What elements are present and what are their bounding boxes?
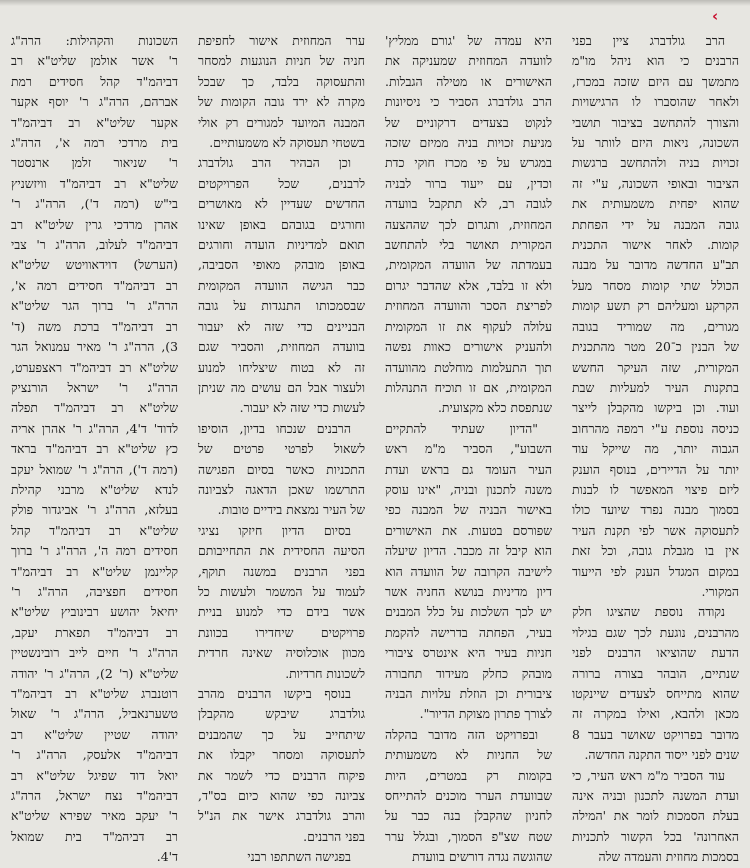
text-line: החדשים שעדיין לא מאושרים xyxy=(198,196,365,212)
top-edge-shadow xyxy=(0,0,750,6)
article-paragraph xyxy=(198,847,365,867)
text-line: של העיר נמצאת בידיים טובות. xyxy=(217,502,365,518)
text-line: של החניות לא משמעותית xyxy=(385,747,552,763)
text-line: לגובה רב, לא תתקבל בוועדה xyxy=(385,196,552,212)
text-line: בפני הרבנים במשנה תוקף, xyxy=(198,563,365,579)
text-line: לפריצת הסכר והוועדה המחוזית xyxy=(385,298,552,314)
text-line: בסמוך מבנה נפרד שיועד כולו xyxy=(572,502,739,518)
back-arrow-icon[interactable]: ‹ xyxy=(712,7,719,25)
text-line: עלולה לעקוף את זו המקומית xyxy=(385,318,552,334)
text-line: במגרש על פי מכרז חוקי כדת xyxy=(385,155,552,171)
text-line: בנוסף ביקשו הרבנים מהרב xyxy=(198,686,351,701)
text-line: פרויקטים שיחדירו בכוונת xyxy=(198,624,365,640)
text-line: דביהמ"ד לעלוב, הרה"ג ר' צבי xyxy=(11,237,178,253)
text-line: ולהעניק אישורים כאוות נפשה xyxy=(385,339,552,355)
text-line: קומות. לאחר אישור התכנית xyxy=(572,237,739,253)
text-line: בתקנות העיר למעליות שבת xyxy=(572,379,739,395)
article-paragraph xyxy=(198,521,365,684)
text-line: וכדין, עם ייעוד ברור לבניה xyxy=(385,175,552,191)
text-line: רב דביהמ"ד תפארת יעקב, xyxy=(11,624,178,640)
text-line: האחרונה' בכל הקשור לתכניות xyxy=(572,828,739,844)
text-line: יחיאל יהושע רבינוביץ שליט"א xyxy=(11,604,178,620)
text-line: הרב גולדברג ציין בפני xyxy=(572,33,725,48)
text-line: התכניות כאשר בסיום הפגישה xyxy=(198,461,365,477)
text-line: רב דביהמ"ד חסידים רמה א', xyxy=(11,277,178,293)
text-line: ערר המחוזית אישור לחפיפת xyxy=(198,33,365,48)
text-line: כניסה נוספת ע"י רמפה מהרחוב xyxy=(572,420,739,436)
text-line: ר' אשר אולמן שליט"א רב xyxy=(11,53,178,69)
text-line: שיתחייב על כך שהמבנים xyxy=(198,726,365,742)
text-line: בסמכות מחוזית והעמדה שלה xyxy=(598,849,739,865)
text-line: אברהם, הרה"ג ר' יוסף אקער xyxy=(11,94,178,110)
text-line: לוועדה המחוזית שמעניקה את xyxy=(385,53,552,69)
text-line: האישורים או מטילה הגבלות. xyxy=(385,73,552,89)
text-line: (הערשל) דוידאוויטש שליט"א xyxy=(11,257,178,273)
article-paragraph xyxy=(385,725,552,868)
text-line: לישיבה הקרובה של הוועדה הוא xyxy=(385,563,552,579)
text-line: נקודה נוספת שהציגו חלק xyxy=(572,604,725,620)
text-line: ד'4. xyxy=(156,849,178,865)
article-paragraph xyxy=(572,766,739,868)
text-line: מניעת זכויות בניה ממיזם שזכה xyxy=(385,135,552,151)
text-line: בסיום הדיון חיזקו נציגי xyxy=(198,522,351,538)
article-paragraph xyxy=(198,684,365,847)
text-line: מגורים, מה שמוריד בגובה xyxy=(572,318,739,334)
text-line: הכולל שתי קומות מסחר מעל xyxy=(572,277,739,293)
text-line: פיקוח הרבנים כדי לשמר את xyxy=(198,767,365,783)
text-line: השכונות והקהילות: הרה"ג xyxy=(11,33,178,48)
text-line: גולדברג שיבקש מהקבלן xyxy=(198,706,365,722)
text-line: זכויות בניה ולהתחשב ברגשות xyxy=(572,155,739,171)
text-line: שנים לפני ייסוד התקנה החדשה. xyxy=(584,747,739,763)
text-line: לצורך פתרון מצוקת הדיור". xyxy=(419,706,552,722)
text-line: מתמשך עם היזם שזכה במכרז, xyxy=(572,73,739,89)
text-line: (רמה ד'), הרה"ג ר' שמואל יעקב xyxy=(11,461,178,477)
text-line: בפני הרבנים. xyxy=(303,828,365,844)
text-line: יש לכך השלכות על כלל המבנים xyxy=(385,604,552,620)
text-line: מדובר בפרויקט שאושר בעבר 8 xyxy=(572,726,739,742)
text-line: שבסמכותו התנגדות על גובה xyxy=(198,298,365,314)
text-line: הגבוה יותר, מה שייקל עוד xyxy=(572,441,739,457)
text-line: שבוועדת הערר מוכנים להתייחס xyxy=(385,788,552,804)
article-paragraph xyxy=(198,153,365,418)
text-line: המקורי. xyxy=(701,583,739,599)
text-line: בית מרדכי רמה א', הרה"ג xyxy=(11,135,178,151)
text-line: יהודה שטיין שליט"א רב xyxy=(11,726,178,742)
text-line: ר' יעקב מאיר שפירא שליט"א xyxy=(11,808,178,824)
text-line: והרב גולדברג אישר את הנ"ל xyxy=(198,808,365,824)
text-line: הרה"ג ר' ברוך הגר שליט"א xyxy=(11,298,178,314)
text-line: ועוד. וכן ביקשו מהקבלן לייצר xyxy=(572,400,739,416)
text-line: דביהמ"ד קהל חסידים רמת xyxy=(11,73,178,89)
text-line: הרה"ג ר' ישראל הורנציק xyxy=(11,379,178,395)
text-line: המבנה המיועד למגורים רק אולי xyxy=(198,114,365,130)
text-line: שליט"א (ר' 2), הרה"ג ר' יהודה xyxy=(11,665,179,681)
text-line: בפגישה השתתפו רבני xyxy=(247,849,351,865)
text-line: יותר על הדיירים, בנוסף הוענק xyxy=(572,461,739,477)
text-line: שליט"א רב דביהמ"ד וויזשניץ xyxy=(11,175,178,191)
text-line: בעמדתה של הוועדה המקומית, xyxy=(385,257,552,273)
text-line: לדוד' ד'4, הרה"ג ר' אהרן אריה xyxy=(11,420,178,436)
text-line: שנתיים, הובהר בצורה ברורה xyxy=(572,665,739,681)
text-line: בקומות רק במטרים, היות xyxy=(385,767,552,783)
text-line: שטח שצ"פ הסמוך, ובגלל ערר xyxy=(385,828,552,844)
text-line: הקרקע ומעליהם רק תשע קומות xyxy=(572,298,739,314)
text-line: הציבור ובאופי השכונה, ע"י זה xyxy=(572,175,739,191)
text-line: חניה של חניות הנוגעות למסחר xyxy=(198,53,365,69)
text-line: הרב גולדברג הסביר כי ניסיונות xyxy=(385,94,552,110)
text-line: אשר בידם כדי למנוע בניית xyxy=(198,604,365,620)
text-line: התרשמו שאכן הדאגה לצביונה xyxy=(198,481,365,497)
article-paragraph xyxy=(11,31,178,868)
text-line: וחורגים בגובהם באופן שאינו xyxy=(198,216,365,232)
text-line: בעיר, הפחתה בדרישה להקמת xyxy=(385,624,552,640)
text-line: משנה לתכנון ובניה, "אינו עוסק xyxy=(385,481,552,497)
text-line: המקורית, שזה העיקר החשש xyxy=(572,359,739,375)
text-line: 3), הרה"ג ר' מאיר עמנואל הגר xyxy=(11,339,178,355)
text-line: אהרן מרדכי גרין שליט"א רב xyxy=(11,216,178,232)
text-line: גובה המבנה על ידי הפחתת xyxy=(572,216,739,232)
text-line: אין בו מגבלת גובה, וכל זאת xyxy=(572,543,739,559)
text-line: היא עמדה של 'גורם ממליץ' xyxy=(385,33,552,48)
text-line: הרבנים כי הוא ניהל מו"מ xyxy=(572,53,739,69)
text-line: מובהק כחלק מעידוד תחבורה xyxy=(385,665,552,681)
text-line: שליט"א רב דביהמ"ד ראצפערט, xyxy=(11,359,178,375)
text-line: של הבנין כ־20 מטר מהתכנית xyxy=(572,339,739,355)
text-line: שנתפסת כלא מקצועית. xyxy=(437,400,552,416)
text-line: דביהמ"ד אלעסק, הרה"ג ר' xyxy=(11,747,178,763)
article-paragraph xyxy=(385,419,552,725)
text-line: ולעצור אבל הם עושים מה שניתן xyxy=(198,379,365,395)
text-line: וכן הבהיר הרב גולדברג xyxy=(198,155,351,171)
text-line: חניות בעיר היא אינטרס ציבורי xyxy=(385,645,552,661)
text-line: המחוזית, ותגרום לכך שההצעה xyxy=(385,216,552,232)
text-line: ליזם פיצוי המאפשר לו לבנות xyxy=(572,481,739,497)
text-line: העיר העומד גם בראש ועדת xyxy=(385,461,552,477)
text-line: הבניינים כדי שזה לא יעבור xyxy=(198,318,365,334)
text-line: תואם למדיניות הועדה וחורגים xyxy=(198,237,365,253)
text-line: מקרה לא ירד גובה הקומות של xyxy=(198,94,365,110)
text-line: לתעסוקה אשר לפי תקנת העיר xyxy=(572,522,739,538)
text-line: ציבורית וכן הוזלת עלויות הבניה xyxy=(385,686,552,701)
text-line: שליט"א רב דביהמ"ד קהל xyxy=(11,522,178,538)
text-line: תוך התעלמות מוחלטת מהוועדה xyxy=(385,359,552,375)
text-line: תב"ע החדשה מדובר על מבנה xyxy=(572,257,739,273)
text-line: ולא זו בלבד, אלא שהדבר יגרום xyxy=(385,277,552,293)
text-line: הרה"ג ר' חיים לייב רובינשטיין xyxy=(11,645,178,661)
text-line: שהוא מתייחס לצעדים שיינקטו xyxy=(572,686,739,701)
text-line: במקום המגדל הענק לפי הייעוד xyxy=(572,563,739,579)
text-line: והתעסוקה בלבד, כך שבכל xyxy=(198,73,365,89)
text-line: כבר הגישה הוועדה המקומית xyxy=(198,277,365,293)
text-line: בוועדה המחוזית, והסביר שגם xyxy=(198,339,365,355)
article-column-4 xyxy=(11,31,179,865)
text-line: בשטחי תעסוקה לא משמעותיים. xyxy=(209,135,365,151)
text-line: דביהמ"ד נצח ישראל, הרה"ג xyxy=(11,788,178,804)
text-line: שפורסם בטעות. את האישורים xyxy=(385,522,552,538)
text-line: באופן מובהק מאופי הסביבה, xyxy=(198,257,365,273)
text-line: מהרבנים, נוגעת לכך שגם בגילוי xyxy=(572,624,739,640)
article-paragraph xyxy=(198,419,365,521)
text-line: חסידים חפציבה, הרה"ג ר' xyxy=(11,583,178,599)
text-line: טשערנאביל, הרה"ג ר' שאול xyxy=(11,706,178,722)
text-line: מכאן ולהבא, ואילו במקרה זה xyxy=(572,706,739,722)
text-line: לנקוט בצעדים דרקוניים של xyxy=(385,114,552,130)
text-line: הדעת שהוציאו הרבנים לפני xyxy=(572,645,739,661)
article-paragraph xyxy=(385,31,552,419)
text-line: דיון מדיניות בנושא החניה אשר xyxy=(385,583,552,599)
text-line: "הדיון שעתיד להתקיים xyxy=(385,420,538,436)
article-column-2 xyxy=(385,31,552,865)
text-line: בעלת הסמכות לומר את 'המילה xyxy=(572,808,739,824)
text-line: לעשות כדי שזה לא יעבור. xyxy=(239,400,365,416)
text-line: קליינמן שליט"א רב דביהמ"ד xyxy=(11,563,178,579)
article-paragraph xyxy=(198,31,365,153)
text-line: יואל דוד שפיגל שליט"א רב xyxy=(11,767,178,783)
text-line: ולאחר שהוסברו לו הרגישויות xyxy=(572,94,739,110)
text-line: לתעסוקה ומסחר יקבלו את xyxy=(198,747,365,763)
article-columns xyxy=(11,31,739,865)
text-line: רוטנברג שליט"א רב דביהמ"ד xyxy=(11,686,178,701)
text-line: כץ שליט"א רב דביהמ"ד בראד xyxy=(11,441,178,457)
text-line: בעלזא, הרה"ג ר' אביגדור פולק xyxy=(11,502,178,518)
text-line: לחניון שהקבלן בנה כבר על xyxy=(385,808,552,824)
text-line: זה לא בטוח שיצליחו למנוע xyxy=(198,359,365,375)
text-line: אקער שליט"א רב דביהמ"ד xyxy=(11,114,178,130)
text-line: ר' שניאור זלמן ארנסטר xyxy=(11,155,178,171)
text-line: השבוע", הסביר מ"מ ראש xyxy=(385,441,552,457)
text-line: הוא קיבל זה מכבר. הדיון שיעלה xyxy=(385,543,552,559)
article-column-1 xyxy=(572,31,739,865)
text-line: הרבנים שנכחו בדיון, הוסיפו xyxy=(198,420,351,436)
text-line: רב דביהמ"ד בית שמואל xyxy=(11,828,178,844)
text-line: לרבנים, שכל הפרויקטים xyxy=(198,175,365,191)
text-line: המקורית תאושר בלי להתחשב xyxy=(385,237,552,253)
text-line: שליט"א רב דביהמ"ד תפלה xyxy=(11,400,178,416)
article-paragraph xyxy=(572,31,739,602)
text-line: ובפרויקט הזה מדובר בהקלה xyxy=(385,726,538,742)
text-line: חסידים רמה ה', הרה"ג ר' ברוך xyxy=(11,543,178,559)
text-line: המקומית, אם זו תוכיח התנהלות xyxy=(385,379,552,395)
text-line: רב דביהמ"ד ברכת משה (ד' xyxy=(11,318,178,334)
text-line: מכוון אוכלוסיה שאינה חרדית xyxy=(198,645,365,661)
text-line: לעמוד על המשמר ולעשות כל xyxy=(198,583,365,599)
text-line: ועדת המשנה לתכנון ובניה אינה xyxy=(572,788,739,804)
text-line: והצורך להתחשב בציבור תושבי xyxy=(572,114,739,130)
text-line: באישור הבניה של המבנה כפי xyxy=(385,502,552,518)
text-line: שהוא יפחית משמעותית את xyxy=(572,196,739,212)
article-column-3 xyxy=(198,31,365,865)
text-line: לשאול לפרטי פרטים של xyxy=(198,441,365,457)
text-line: בי"ש (רמה ד'), הרה"ג ר' xyxy=(11,196,178,212)
text-line: השכונה, ניאות היזם לוותר על xyxy=(572,135,739,151)
article-paragraph xyxy=(572,602,739,765)
text-line: הסיעה החסידית את התחייבותם xyxy=(198,543,365,559)
text-line: צביונה כפי שהוא כיום בס"ד, xyxy=(198,788,365,804)
text-line: לשכונות חרדיות. xyxy=(285,665,365,681)
text-line: עוד הסביר מ"מ ראש העיר, כי xyxy=(572,767,725,783)
text-line: לנדא שליט"א מרבני קהילת xyxy=(11,481,178,497)
text-line: שהוגשה נגדה דורשים בוועדת xyxy=(412,849,552,865)
